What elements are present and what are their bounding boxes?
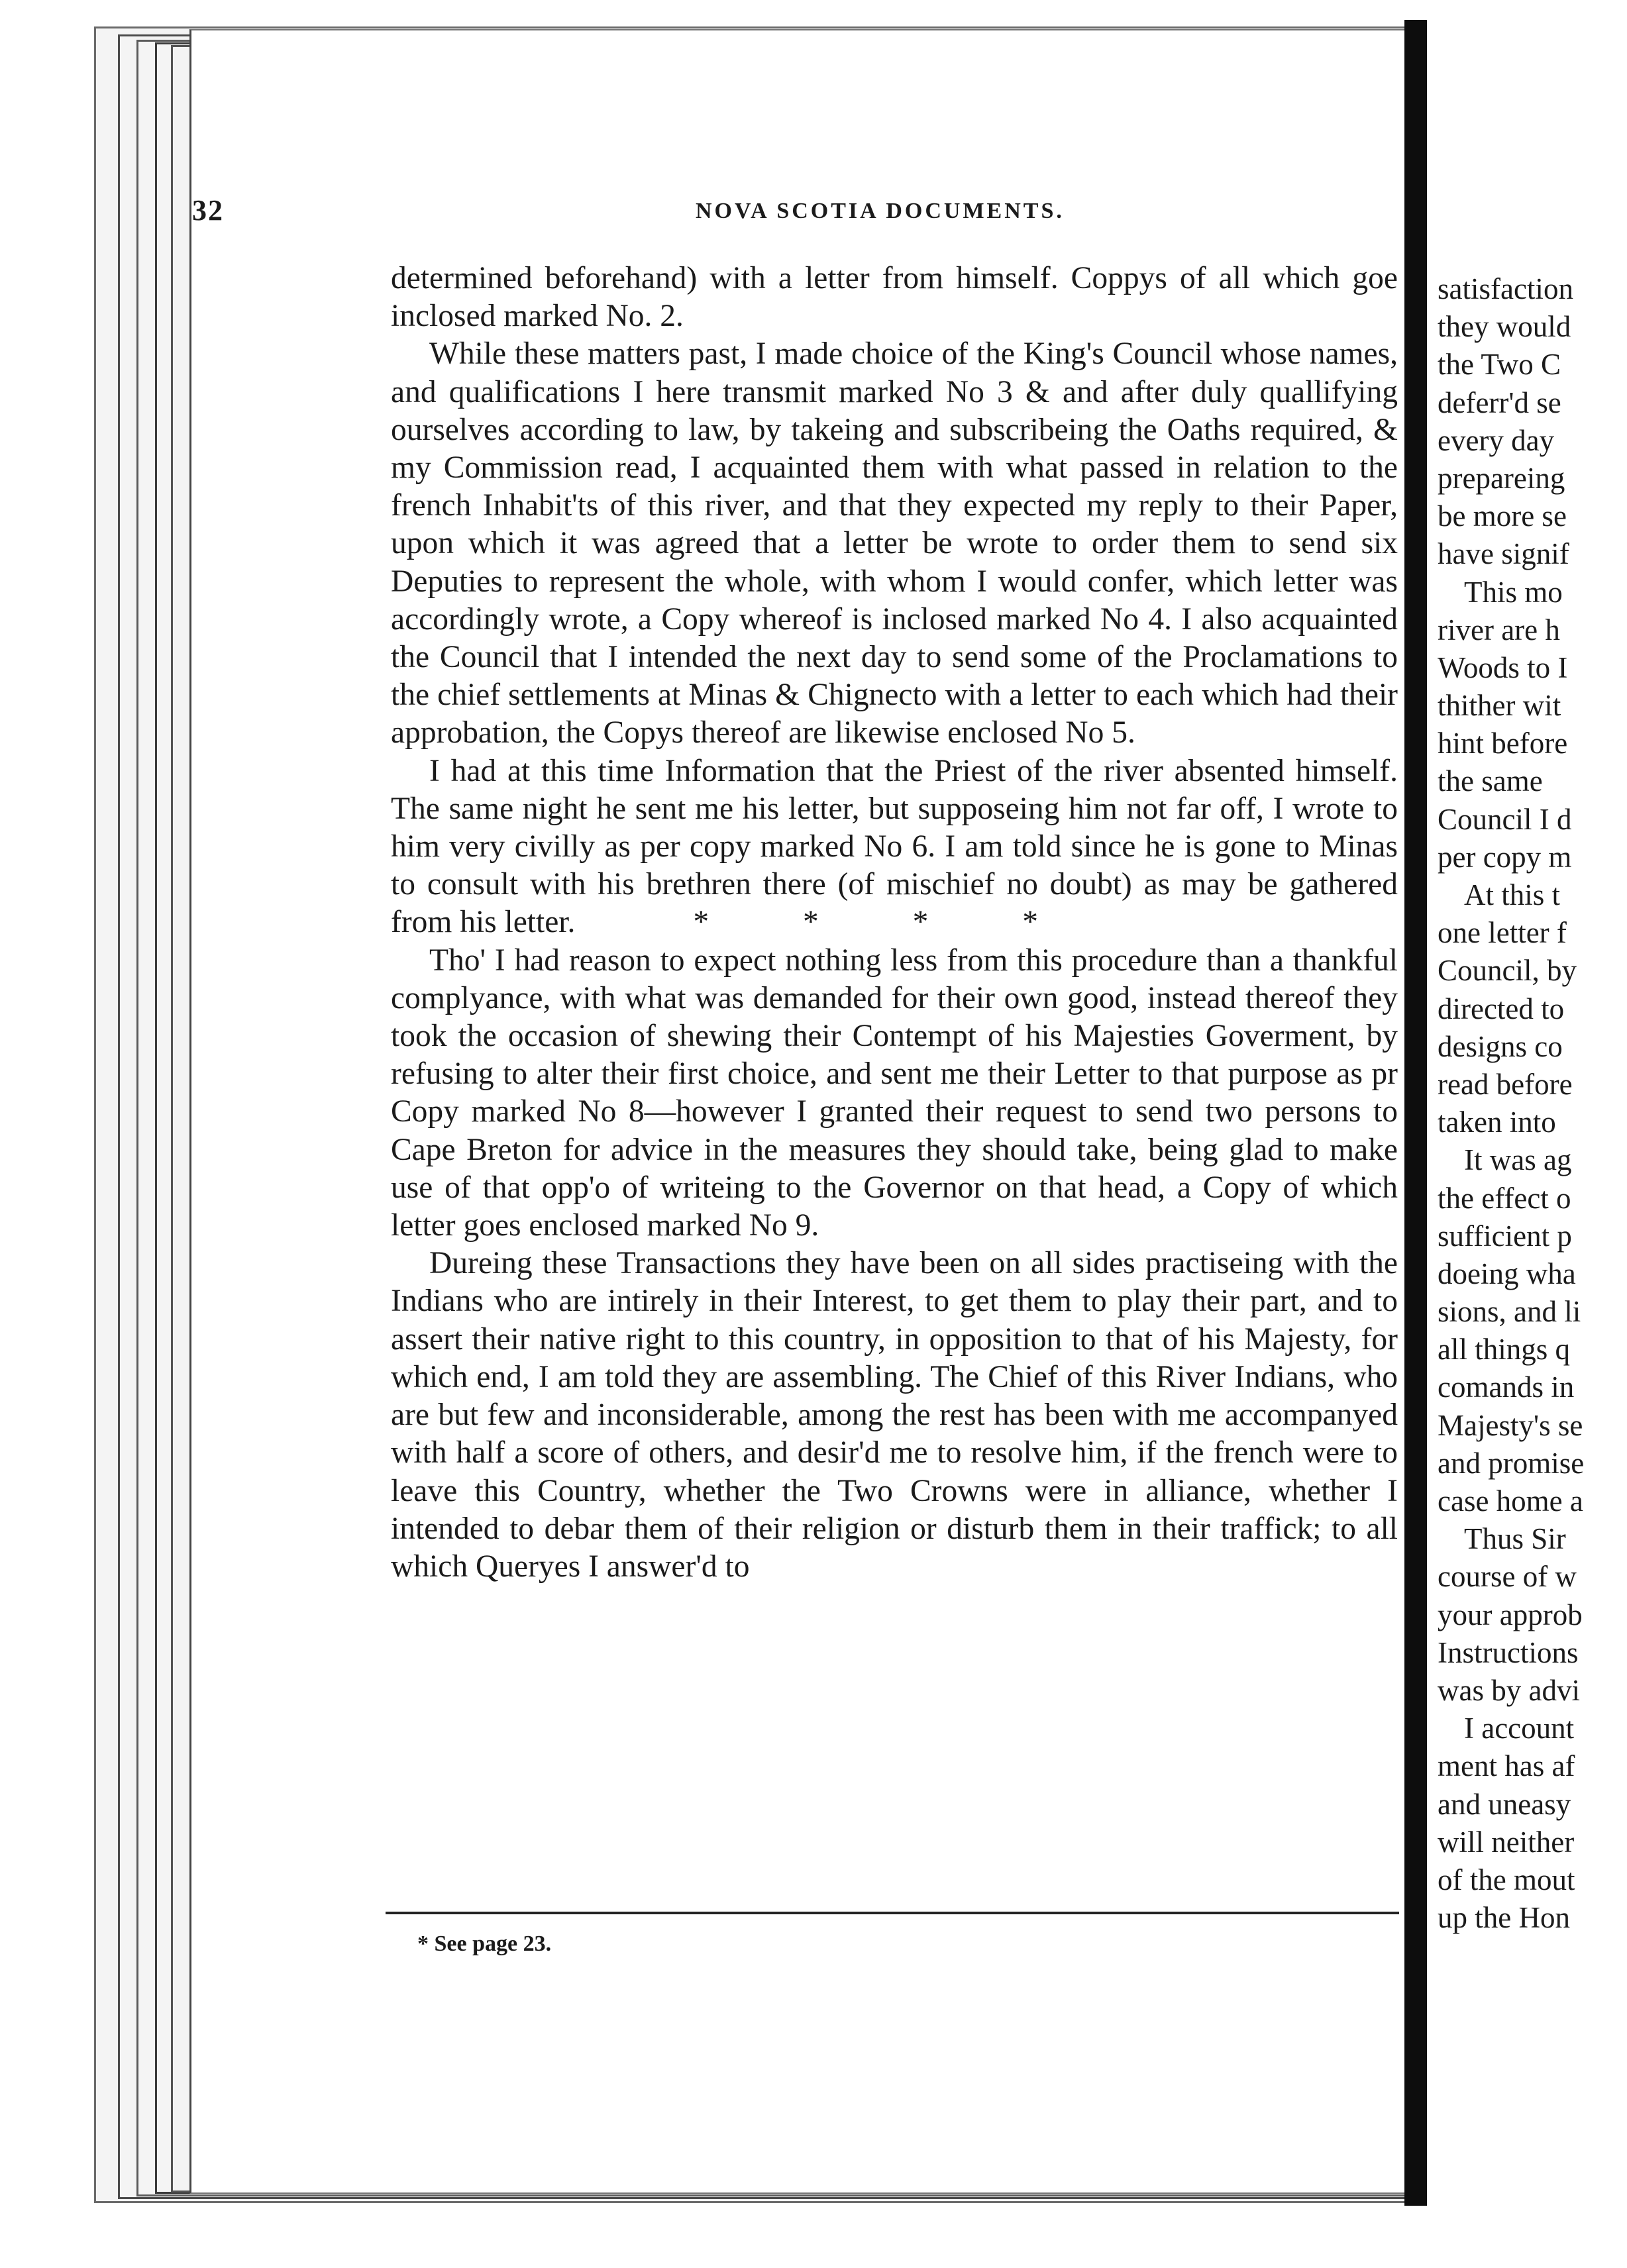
facing-page bbox=[1427, 20, 1627, 2206]
facing-page-line: It was ag bbox=[1464, 1143, 1572, 1177]
paragraph: Tho' I had reason to expect nothing less from this procedure than a thankful complyance, with what was demanded for their own good, instead thereof they took the occasion of shewing their Contempt of his Majesties Goverment, by refusing to alter their first choice, and sent me their Letter to that purpose as pr Copy marked No 8—however I granted their request to send two persons to Cape Breton for advice in the measures they should take, being glad to make use of that opp'o of writeing to the Governor on that head, a Copy of which letter goes enclosed marked No 9. bbox=[391, 943, 1398, 1243]
facing-page-line: I account bbox=[1464, 1712, 1575, 1745]
ellipsis-stars: * * * * bbox=[693, 905, 1038, 940]
facing-page-line: will neither bbox=[1438, 1825, 1575, 1859]
running-head bbox=[192, 193, 1272, 227]
facing-page-line: hint before bbox=[1438, 727, 1568, 760]
facing-page-line: the effect o bbox=[1438, 1181, 1571, 1215]
facing-page-line: taken into bbox=[1438, 1106, 1556, 1139]
facing-page-line: Council, by bbox=[1438, 954, 1577, 988]
facing-page-line: comands in bbox=[1438, 1370, 1575, 1404]
facing-page-line: every day bbox=[1438, 423, 1555, 457]
facing-page-line: Instructions bbox=[1438, 1635, 1579, 1669]
facing-page-line: have signif bbox=[1438, 537, 1569, 571]
page-title: NOVA SCOTIA DOCUMENTS. bbox=[696, 199, 1065, 223]
facing-page-line: was by advi bbox=[1438, 1673, 1580, 1707]
facing-page-line: directed to bbox=[1438, 992, 1565, 1025]
facing-page-line: your approb bbox=[1438, 1598, 1583, 1631]
facing-page-line: doeing wha bbox=[1438, 1257, 1576, 1290]
facing-page-line: river are h bbox=[1438, 613, 1560, 646]
facing-page-line: sufficient p bbox=[1438, 1219, 1572, 1253]
facing-page-line: Majesty's se bbox=[1438, 1408, 1583, 1442]
facing-page-line: per copy m bbox=[1438, 840, 1572, 874]
facing-page-line: all things q bbox=[1438, 1333, 1570, 1366]
facing-page-line: case home a bbox=[1438, 1484, 1583, 1518]
facing-page-line: deferr'd se bbox=[1438, 386, 1561, 419]
facing-page-line: ment has af bbox=[1438, 1749, 1575, 1783]
facing-page-line: and uneasy bbox=[1438, 1787, 1571, 1821]
facing-page-line: and promise bbox=[1438, 1446, 1585, 1480]
facing-page-line: sions, and li bbox=[1438, 1295, 1581, 1329]
facing-page-line: This mo bbox=[1464, 575, 1563, 609]
facing-page-line: Woods to I bbox=[1438, 650, 1568, 684]
facing-page-line: satisfaction bbox=[1438, 272, 1573, 305]
facing-page-line: course of w bbox=[1438, 1560, 1577, 1594]
facing-page-line: be more se bbox=[1438, 499, 1567, 533]
paragraph-text: I had at this time Information that the Priest of the river absented himself. The same night he sent me his letter, but supposeing him not far off, I wrote to him very civilly as per copy marked No 6. I am told since he is gone to Minas to consult with his brethren there (of mischief no doubt) as may be gathered from his letter. bbox=[391, 753, 1398, 940]
footnote-rule bbox=[386, 1912, 1399, 1914]
facing-page-line: At this t bbox=[1464, 878, 1561, 911]
facing-page-line: designs co bbox=[1438, 1029, 1563, 1063]
facing-page-line: of the mout bbox=[1438, 1863, 1575, 1896]
paragraph: Dureing these Transactions they have been on all sides practiseing with the Indians who are intirely in their Interest, to get them to play their part, and to assert their native right to this country, in opposition to that of his Majesty, for which end, I am told they are assembling. The Chief of this River Indians, who are but few and inconsiderable, among the rest has been with me accompanyed with half a score of others, and desir'd me to resolve him, if the french were to leave this Country, whether the Two Crowns were in alliance, whether I intended to debar them of their religion or disturb them in their traffick; to all which Queryes I answer'd to bbox=[391, 1246, 1398, 1584]
paragraph: determined beforehand) with a letter from himself. Coppys of all which goe inclosed marked No. 2. bbox=[391, 261, 1398, 334]
facing-page-text bbox=[1438, 270, 1627, 1937]
footnote: * See page 23. bbox=[417, 1932, 552, 1956]
paragraph: While these matters past, I made choice of the King's Council whose names, and qualifications I here transmit marked No 3 & and after duly quallifying ourselves according to law, by takeing and subscribeing the Oaths required, & my Commission read, I acquainted them with what passed in relation to the french Inhabit'ts of this river, and that they expected my reply to their Paper, upon which it was agreed that a letter be wrote to order them to send six Deputies to represent the whole, with whom I would confer, which letter was accordingly wrote, a Copy whereof is inclosed marked No 4. I also acquainted the Council that I intended the next day to send some of the Proclamations to the chief settlements at Minas & Chignecto with a letter to each which had their approbation, the Copys thereof are likewise enclosed No 5. bbox=[391, 336, 1398, 750]
facing-page-line: Council I d bbox=[1438, 802, 1572, 836]
facing-page-line: thither wit bbox=[1438, 689, 1561, 723]
facing-page-line: the Two C bbox=[1438, 348, 1561, 382]
facing-page-line: one letter f bbox=[1438, 916, 1567, 950]
facing-page-line: they would bbox=[1438, 310, 1571, 344]
facing-page-line: the same bbox=[1438, 764, 1543, 798]
facing-page-line: prepareing bbox=[1438, 461, 1565, 495]
facing-page-line: up the Hon bbox=[1438, 1901, 1570, 1935]
facing-page-line: read before bbox=[1438, 1067, 1573, 1101]
paragraph bbox=[391, 752, 1398, 942]
facing-page-line: Thus Sir bbox=[1464, 1522, 1566, 1556]
page-number: 32 bbox=[192, 194, 224, 227]
body-text bbox=[391, 260, 1398, 1586]
book-spine bbox=[1404, 20, 1427, 2206]
